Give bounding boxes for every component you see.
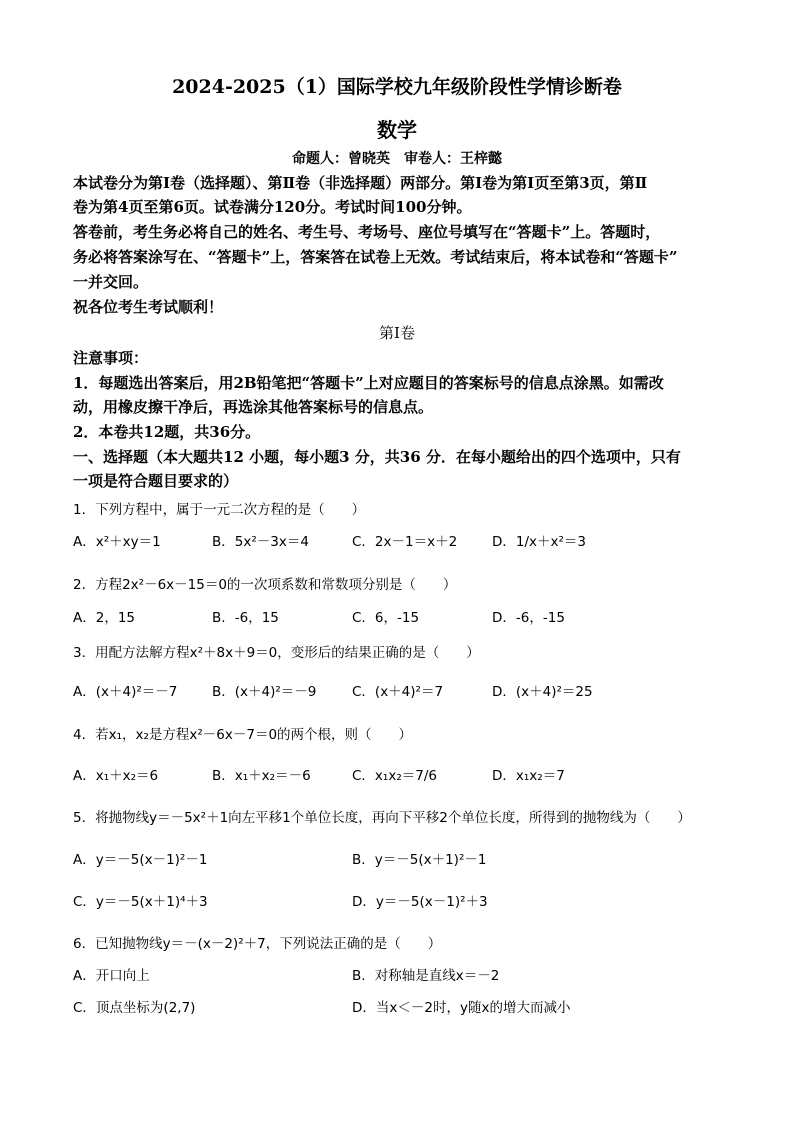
intro-line-1: 本试卷分为第Ⅰ卷（选择题）、第Ⅱ卷（非选择题）两部分。第Ⅰ卷为第Ⅰ页至第3页，第Ⅱ: [73, 174, 648, 192]
q4-option-c: C．x₁x₂＝7/6: [352, 768, 437, 784]
question-2-stem: 2．方程2x²－6x－15＝0的一次项系数和常数项分别是（ ）: [73, 577, 457, 593]
section-heading-b: 一项是符合题目要求的）: [73, 472, 239, 490]
intro-line-6: 祝各位考生考试顺利！: [73, 298, 224, 316]
q3-option-d: D．(x＋4)²＝25: [492, 684, 593, 700]
q3-option-c: C．(x＋4)²＝7: [352, 684, 444, 700]
q2-option-b: B．-6，15: [212, 610, 279, 626]
authors-line: 命题人：曾晓英 审卷人：王梓懿: [292, 151, 502, 167]
q6-option-d: D．当x＜－2时，y随x的增大而减小: [352, 1000, 571, 1016]
q6-option-b: B．对称轴是直线x＝－2: [352, 968, 500, 984]
question-1-stem: 1．下列方程中，属于一元二次方程的是（ ）: [73, 502, 366, 518]
q6-option-a: A．开口向上: [73, 968, 150, 984]
intro-line-4: 务必将答案涂写在、“答题卡”上，答案答在试卷上无效。考试结束后，将本试卷和“答题卡”: [73, 248, 678, 266]
q2-option-c: C．6，-15: [352, 610, 420, 626]
q4-option-b: B．x₁＋x₂＝－6: [212, 768, 311, 784]
intro-line-2: 卷为第4页至第6页。试卷满分120分。考试时间100分钟。: [73, 198, 472, 216]
q2-option-a: A．2，15: [73, 610, 136, 626]
q2-option-d: D．-6，-15: [492, 610, 565, 626]
question-6-stem: 6．已知抛物线y＝－(x－2)²＋7，下列说法正确的是（ ）: [73, 936, 442, 952]
q6-option-c: C．顶点坐标为(2,7): [73, 1000, 196, 1016]
q1-option-d: D．1/x＋x²＝3: [492, 534, 587, 550]
note-1b: 动，用橡皮擦干净后，再选涂其他答案标号的信息点。: [73, 398, 434, 416]
q5-option-a: A．y＝－5(x－1)²－1: [73, 852, 208, 868]
q5-option-d: D．y＝－5(x－1)²＋3: [352, 894, 488, 910]
q1-option-b: B．5x²－3x＝4: [212, 534, 309, 550]
q1-option-c: C．2x－1＝x＋2: [352, 534, 458, 550]
q3-option-b: B．(x＋4)²＝－9: [212, 684, 317, 700]
question-5-stem: 5．将抛物线y＝－5x²＋1向左平移1个单位长度，再向下平移2个单位长度，所得到的抛物线为（ ）: [73, 810, 691, 826]
note-1a: 1．每题选出答案后，用2B铅笔把“答题卡”上对应题目的答案标号的信息点涂黑。如需改: [73, 374, 664, 392]
q4-option-a: A．x₁＋x₂＝6: [73, 768, 159, 784]
exam-title: 2024-2025（1）国际学校九年级阶段性学情诊断卷: [172, 76, 622, 98]
subject-title: 数学: [377, 118, 417, 142]
q4-option-d: D．x₁x₂＝7: [492, 768, 565, 784]
intro-line-5: 一并交回。: [73, 273, 149, 291]
notes-title: 注意事项：: [73, 349, 149, 367]
note-2: 2．本卷共12题，共36分。: [73, 423, 261, 441]
q3-option-a: A．(x＋4)²＝－7: [73, 684, 178, 700]
q1-option-a: A．x²＋xy＝1: [73, 534, 161, 550]
part1-heading: 第Ⅰ卷: [379, 324, 415, 342]
question-4-stem: 4．若x₁，x₂是方程x²－6x－7＝0的两个根，则（ ）: [73, 727, 413, 743]
q5-option-c: C．y＝－5(x＋1)⁴＋3: [73, 894, 208, 910]
question-3-stem: 3．用配方法解方程x²＋8x＋9＝0，变形后的结果正确的是（ ）: [73, 645, 480, 661]
intro-line-3: 答卷前，考生务必将自己的姓名、考生号、考场号、座位号填写在“答题卡”上。答题时，: [73, 223, 661, 241]
q5-option-b: B．y＝－5(x＋1)²－1: [352, 852, 487, 868]
section-heading-a: 一、选择题（本大题共12 小题，每小题3 分，共36 分．在每小题给出的四个选项中，只有: [73, 448, 681, 466]
